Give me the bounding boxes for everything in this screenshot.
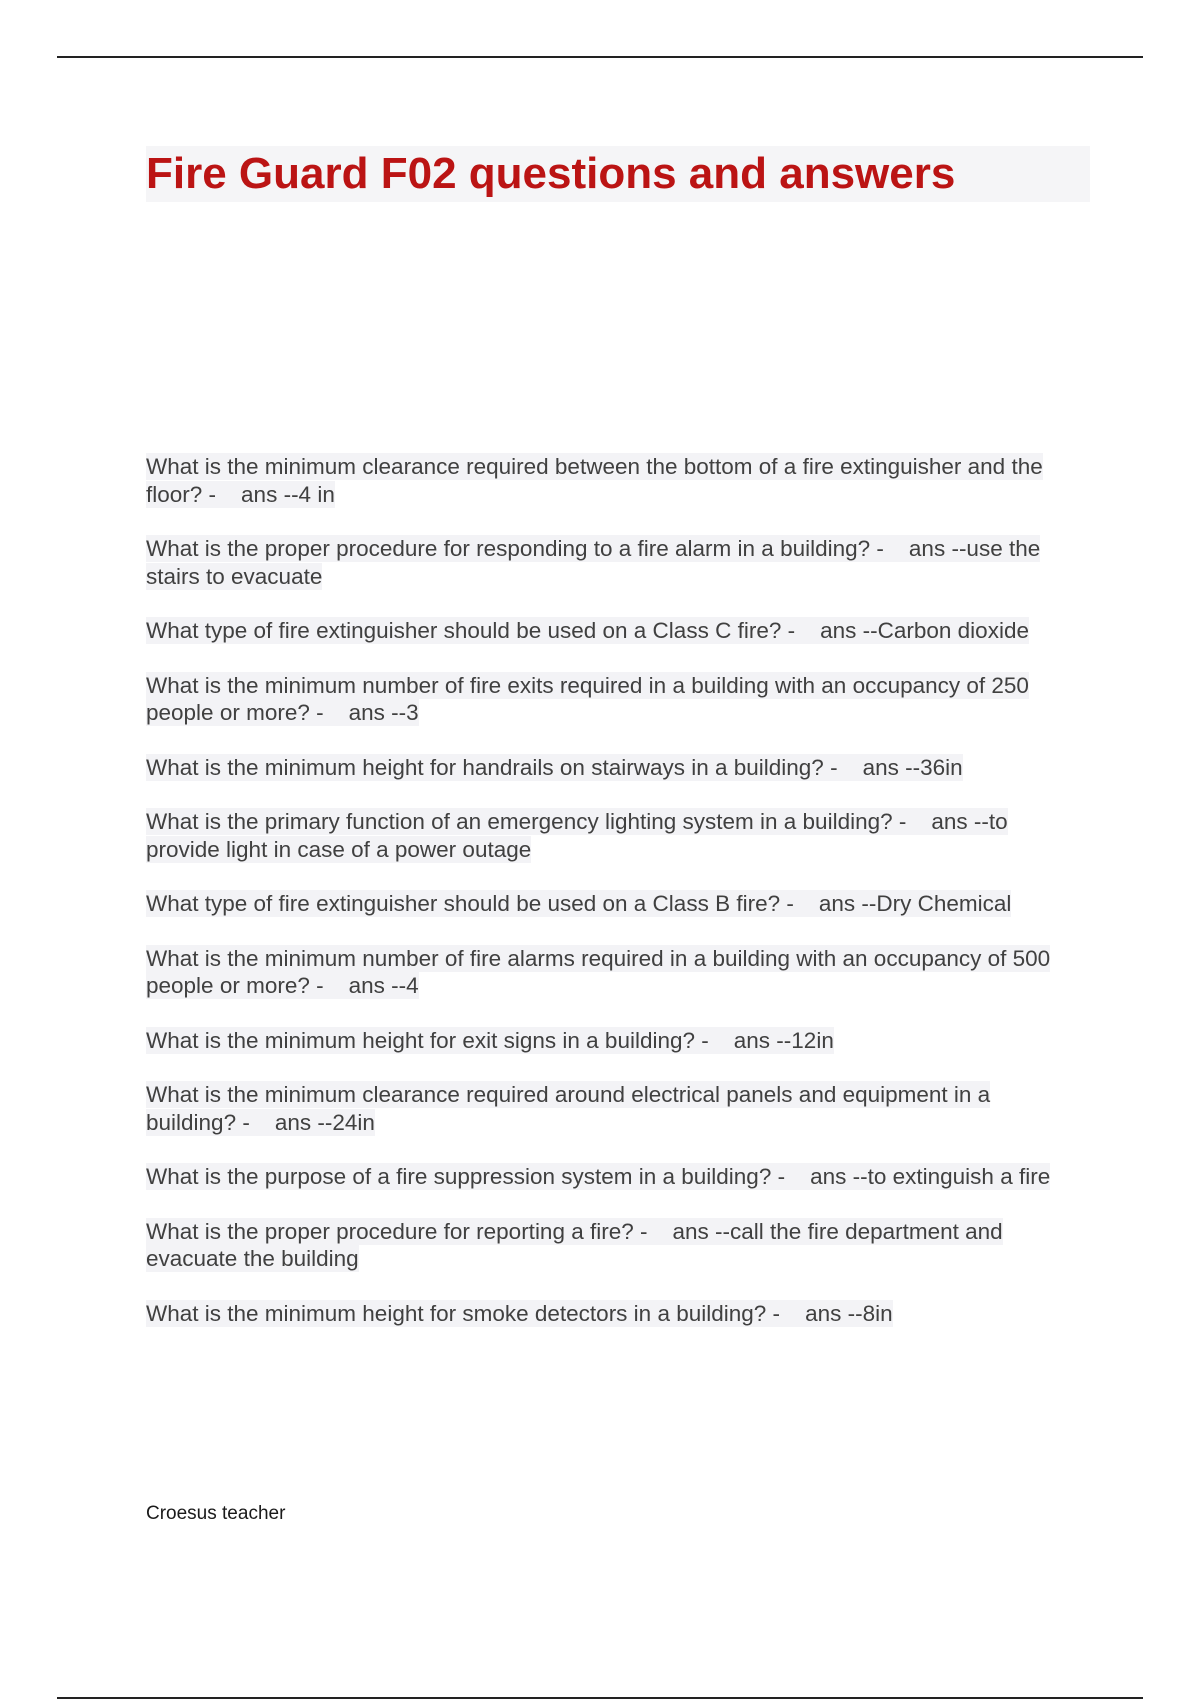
qa-item	[146, 945, 1086, 1000]
qa-item	[146, 1027, 1086, 1055]
question-text: What is the minimum clearance required around electrical panels and equipment in a building? -	[146, 1082, 991, 1135]
answer-text: ans --call the fire department and evacuate the building	[146, 1218, 1003, 1271]
question-text: What is the minimum height for smoke detectors in a building? -	[146, 1300, 781, 1326]
qa-item	[146, 617, 1086, 645]
question-text: What type of fire extinguisher should be used on a Class C fire? -	[146, 618, 796, 643]
qa-item	[146, 754, 1086, 782]
question-text: What is the minimum height for exit signs in a building? -	[146, 1027, 709, 1053]
question-text: What is the minimum height for handrails on stairways in a building? -	[146, 754, 838, 780]
answer-text: ans --24in	[274, 1109, 375, 1135]
answer-text: ans --Dry Chemical	[818, 891, 1012, 916]
answer-text: ans --use the stairs to evacuate	[146, 536, 1041, 589]
question-text: What type of fire extinguisher should be used on a Class B fire? -	[146, 891, 794, 916]
question-text: What is the primary function of an emergency lighting system in a building? -	[146, 809, 907, 834]
answer-text: ans --to extinguish a fire	[810, 1164, 1051, 1189]
question-text: What is the minimum clearance required between the bottom of a fire extinguisher and the floor? -	[146, 454, 1043, 507]
qa-item	[146, 672, 1086, 727]
qa-item	[146, 1081, 1086, 1136]
qa-item	[146, 1218, 1086, 1273]
footer-author: Croesus teacher	[146, 1503, 286, 1524]
document-title: Fire Guard F02 questions and answers	[146, 149, 956, 198]
answer-text: ans --8in	[805, 1300, 893, 1326]
top-rule	[57, 56, 1143, 58]
question-text: What is the minimum number of fire alarms required in a building with an occupancy of 500 people or more? -	[146, 945, 1051, 998]
title-banner	[146, 146, 1090, 202]
qa-list	[146, 453, 1086, 1354]
answer-text: ans --Carbon dioxide	[820, 618, 1029, 643]
qa-item	[146, 1163, 1086, 1191]
qa-item	[146, 890, 1086, 918]
question-text: What is the proper procedure for reporting a fire? -	[146, 1218, 648, 1244]
answer-text: ans --4 in	[241, 481, 335, 507]
bottom-rule	[57, 1697, 1143, 1699]
answer-text: ans --12in	[733, 1027, 834, 1053]
qa-item	[146, 453, 1086, 508]
qa-item	[146, 808, 1086, 863]
qa-item	[146, 1300, 1086, 1328]
question-text: What is the purpose of a fire suppression system in a building? -	[146, 1164, 786, 1189]
answer-text: ans --4	[348, 973, 419, 998]
question-text: What is the minimum number of fire exits required in a building with an occupancy of 250 people or more? -	[146, 672, 1029, 725]
answer-text: ans --to provide light in case of a power outage	[146, 809, 1008, 862]
answer-text: ans --3	[348, 700, 419, 725]
answer-text: ans --36in	[862, 754, 963, 780]
question-text: What is the proper procedure for responding to a fire alarm in a building? -	[146, 536, 884, 561]
qa-item	[146, 535, 1086, 590]
